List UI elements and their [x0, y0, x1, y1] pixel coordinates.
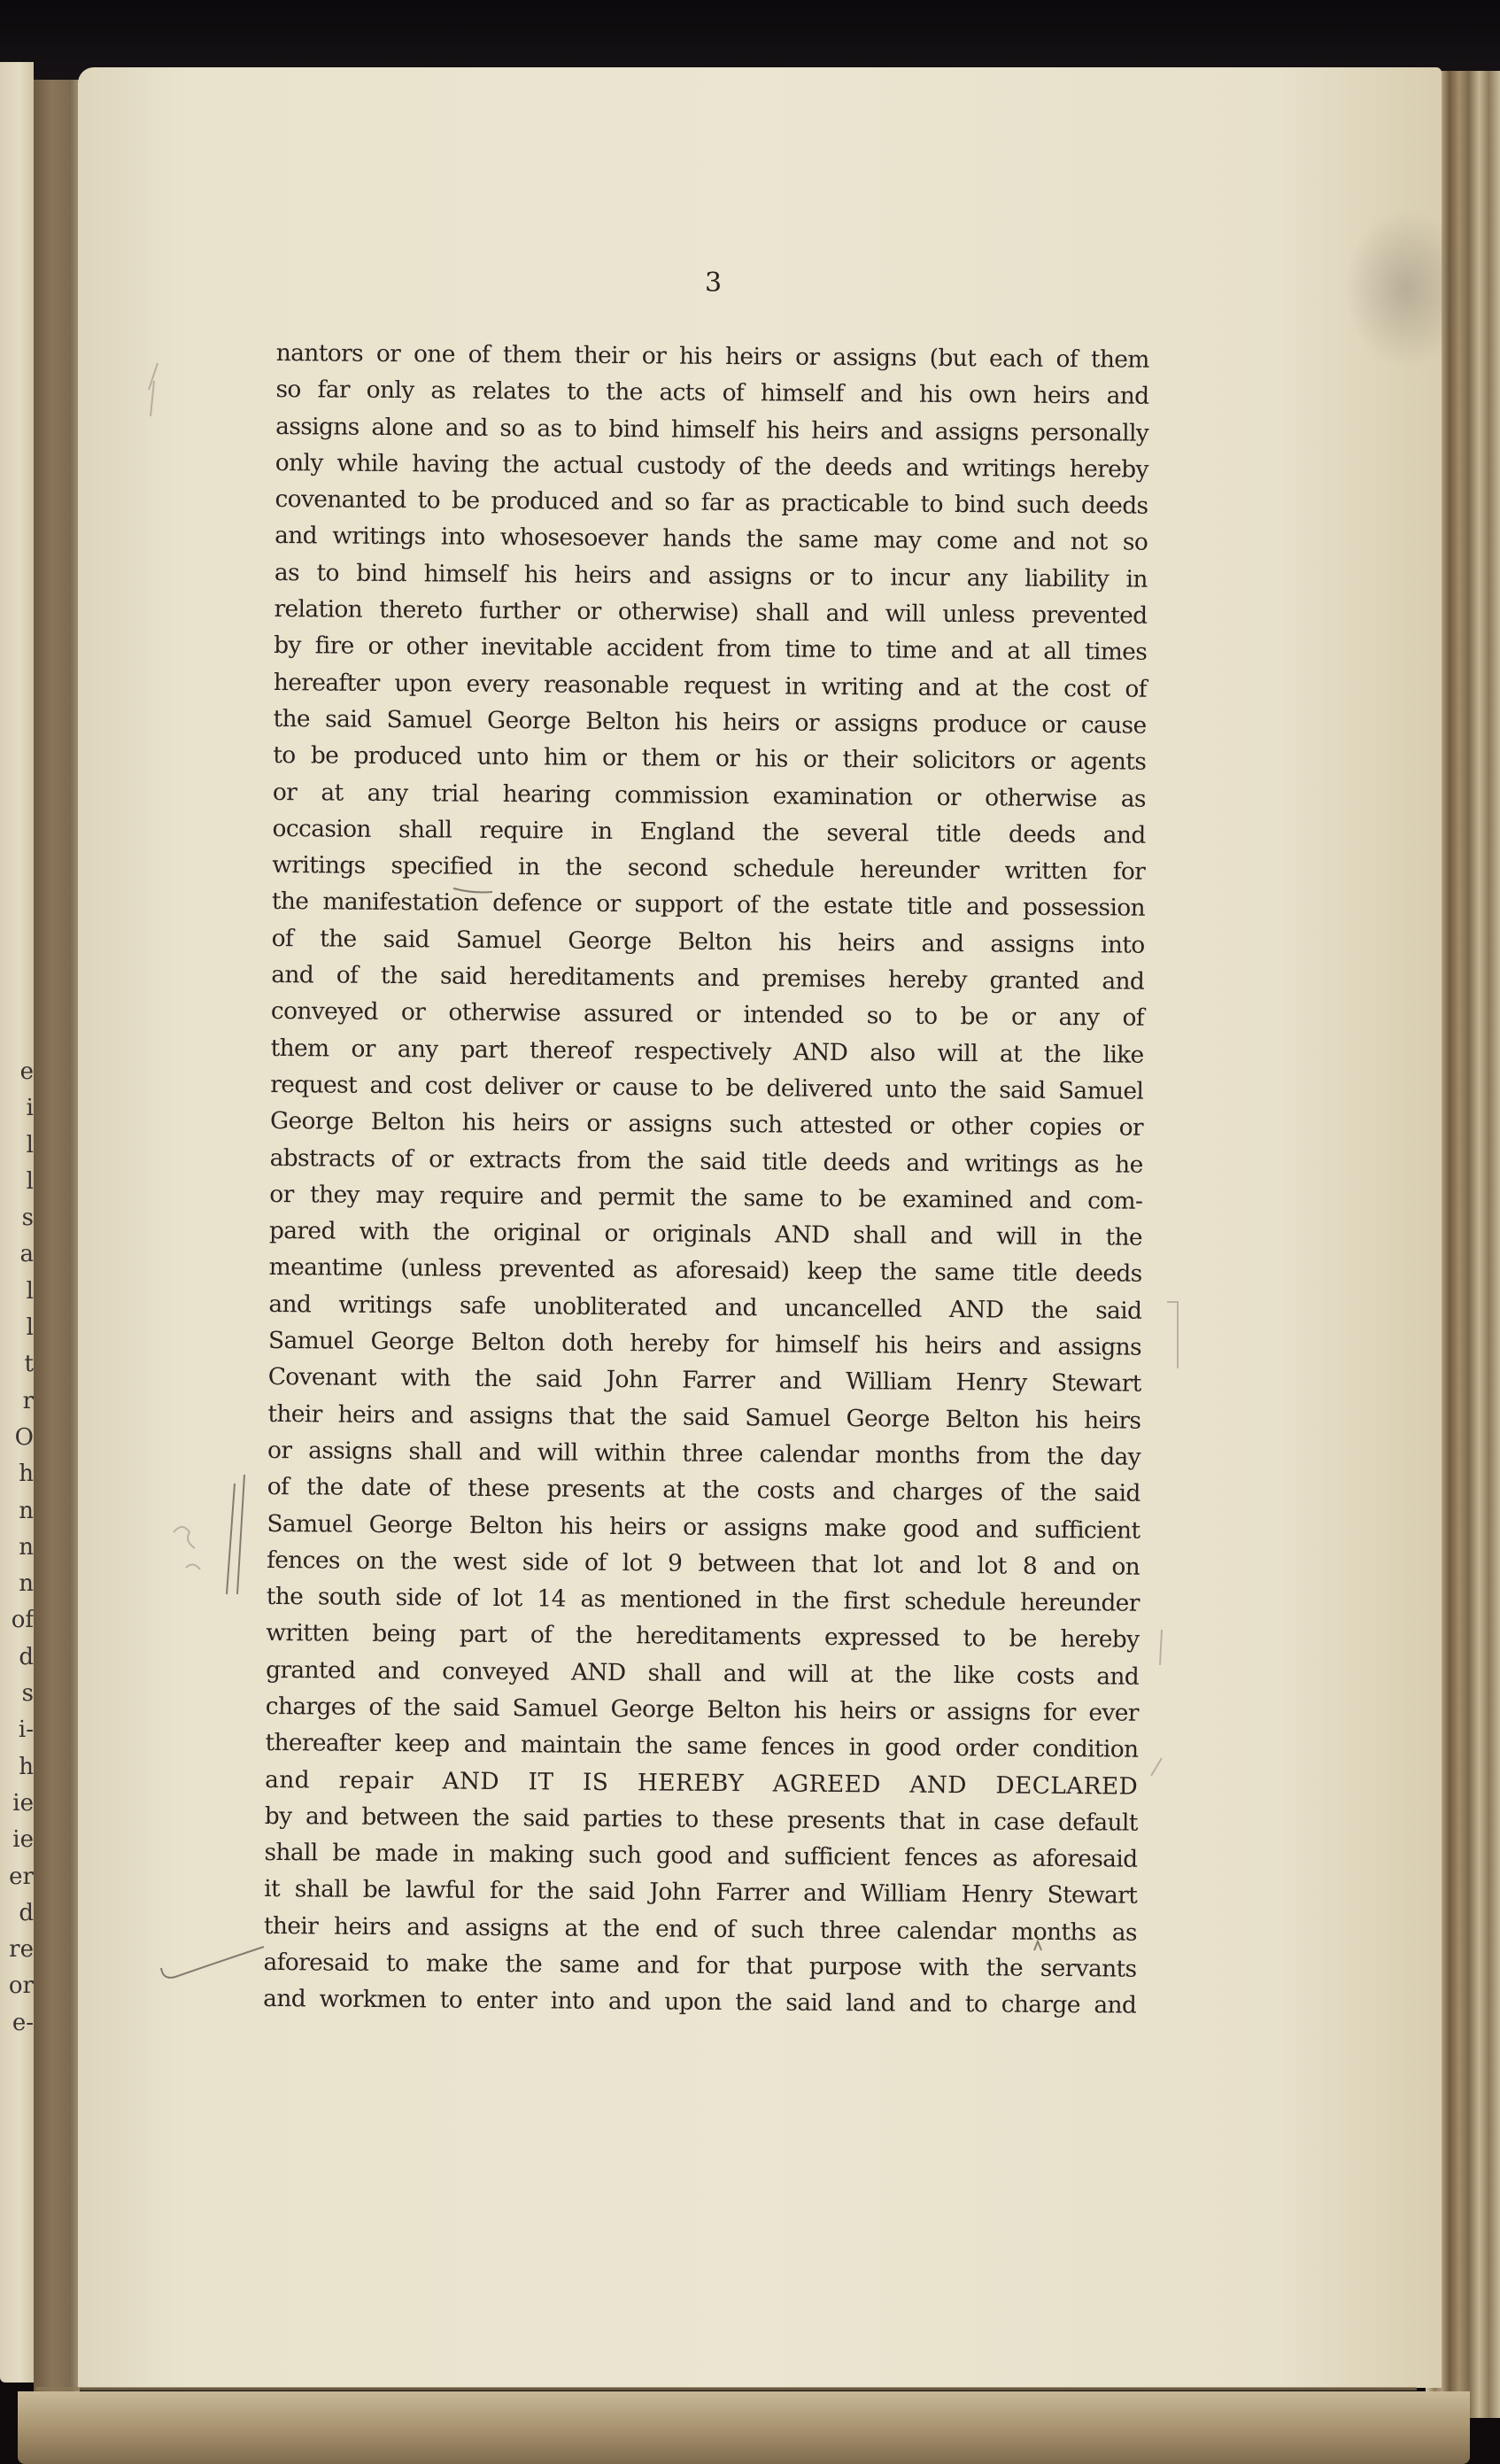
text-line: meantime (unless prevented as aforesaid) keep the same title deeds — [268, 1253, 1142, 1289]
text-line: George Belton his heirs or assigns such attested or other copies or — [269, 1107, 1144, 1142]
text-line: shall be made in making such good and sufficient fences as aforesaid — [264, 1839, 1138, 1873]
text-line: to be produced unto him or them or his or their solicitors or agents — [273, 741, 1147, 776]
text-line: Covenant with the said John Farrer and William Henry Stewart — [267, 1363, 1141, 1399]
text-line: and workmen to enter into and upon the said land and to charge and — [263, 1985, 1137, 2020]
text-line: conveyed or otherwise assured or intended so to be or any of — [270, 997, 1145, 1033]
facing-page-fragment: n — [19, 1497, 34, 1524]
text-line: or assigns shall and will within three calendar months from the day — [267, 1436, 1141, 1471]
text-line: Samuel George Belton his heirs or assigns make good and sufficient — [267, 1509, 1140, 1545]
text-line: hereafter upon every reasonable request in writing and at the cost of — [273, 668, 1148, 703]
text-line: or they may require and permit the same to be examined and com- — [269, 1180, 1143, 1215]
text-line: it shall be lawful for the said John Farrer and William Henry Stewart — [264, 1875, 1138, 1910]
facing-page-fragment: l — [26, 1277, 34, 1305]
facing-page-fragment: s — [21, 1680, 34, 1708]
facing-page-fragment: d — [19, 1643, 34, 1670]
facing-page-fragment: l — [26, 1131, 34, 1158]
text-line: thereafter keep and maintain the same fences in good order condition — [265, 1729, 1139, 1763]
text-line: and writings into whosesoever hands the same may come and not so — [274, 522, 1148, 557]
facing-page-fragment: ie — [12, 1789, 34, 1817]
text-line: aforesaid to make the same and for that purpose with the servants — [263, 1949, 1137, 1983]
text-line: or at any trial hearing commission examination or otherwise as — [272, 778, 1147, 813]
facing-page-fragment: er — [9, 1863, 34, 1890]
page-number: 3 — [705, 267, 723, 298]
text-line: request and cost deliver or cause to be delivered unto the said Samuel — [270, 1070, 1144, 1105]
facing-page-fragment: e — [19, 1058, 34, 1085]
facing-page-fragment: i- — [18, 1716, 34, 1744]
text-line: of the date of these presents at the costs and charges of the said — [267, 1473, 1140, 1507]
facing-page-fragment: t — [24, 1351, 34, 1378]
text-line: Samuel George Belton doth hereby for himself his heirs and assigns — [267, 1326, 1142, 1361]
text-line: by fire or other inevitable accident from time to time and at all times — [274, 631, 1148, 667]
text-line: so far only as relates to the acts of himself and his own heirs and — [275, 376, 1149, 411]
text-line: assigns alone and so as to bind himself his heirs and assigns personally — [275, 412, 1149, 447]
facing-page-fragment: i — [26, 1095, 34, 1122]
facing-page-fragment: n — [19, 1570, 34, 1598]
facing-page-fragment: ie — [12, 1826, 34, 1854]
facing-page-fragment: of — [11, 1607, 34, 1634]
text-line: relation thereto further or otherwise) shall and will unless prevented — [274, 595, 1148, 630]
facing-page-fragment: s — [21, 1205, 34, 1232]
facing-page-fragment: O — [14, 1423, 34, 1451]
text-line: their heirs and assigns that the said Samuel George Belton his heirs — [267, 1399, 1141, 1435]
facing-page-fragment: h — [19, 1461, 34, 1488]
text-line: them or any part thereof respectively AND also will at the like — [270, 1034, 1144, 1069]
text-line: by and between the said parties to these presents that in case default — [264, 1802, 1138, 1837]
facing-page-fragment: n — [19, 1533, 34, 1561]
text-line: covenanted to be produced and so far as practicable to bind such deeds — [274, 485, 1148, 520]
text-line: the manifestation defence or support of the estate title and possession — [271, 887, 1146, 923]
facing-page-fragment: l — [26, 1314, 34, 1342]
text-line: charges of the said Samuel George Belton his heirs or assigns for ever — [265, 1692, 1139, 1727]
text-line: their heirs and assigns at the end of such three calendar months as — [263, 1911, 1137, 1947]
book-gutter — [34, 80, 80, 2391]
facing-page-fragment: a — [19, 1241, 34, 1268]
text-line: abstracts of or extracts from the said title deeds and writings as he — [269, 1143, 1143, 1179]
page-fold-line — [35, 2387, 1417, 2390]
facing-page-fragments — [2, 1054, 34, 2042]
text-line: of the said Samuel George Belton his heirs and assigns into — [271, 924, 1145, 959]
text-line: and repair AND IT IS HEREBY AGREED AND DECLARED — [265, 1765, 1139, 1801]
page-bottom-edge — [18, 2391, 1470, 2464]
text-line: as to bind himself his heirs and assigns or to incur any liability in — [274, 558, 1148, 593]
facing-page-fragment: h — [19, 1753, 34, 1780]
facing-page-fragment: l — [26, 1167, 34, 1195]
smudge-mark — [1344, 209, 1468, 368]
text-line: and writings safe unobliterated and uncancelled AND the said — [268, 1290, 1142, 1325]
facing-page-fragment: r — [22, 1387, 34, 1414]
text-line: written being part of the hereditaments expressed to be hereby — [266, 1619, 1140, 1654]
text-line: only while having the actual custody of the deeds and writings hereby — [274, 448, 1148, 484]
facing-page-fragment: re — [9, 1936, 34, 1964]
text-line: the said Samuel George Belton his heirs or assigns produce or cause — [273, 704, 1147, 740]
text-line: fences on the west side of lot 9 between that lot and lot 8 and on — [267, 1546, 1140, 1581]
text-line: nantors or one of them their or his heirs or assigns (but each of them — [275, 338, 1149, 374]
facing-page-fragment: d — [19, 1899, 34, 1926]
facing-page-fragment: or — [8, 1972, 34, 2000]
text-line: occasion shall require in England the several title deeds and — [272, 814, 1146, 849]
document-body — [263, 335, 1149, 2024]
text-line: the south side of lot 14 as mentioned in the first schedule hereunder — [266, 1583, 1140, 1617]
text-line: writings specified in the second schedule hereunder written for — [272, 851, 1146, 886]
text-line: and of the said hereditaments and premises hereby granted and — [271, 961, 1145, 996]
facing-page-fragment: e- — [12, 2009, 34, 2036]
text-line: granted and conveyed AND shall and will at the like costs and — [266, 1655, 1140, 1691]
text-line: pared with the original or originals AND shall and will in the — [268, 1217, 1143, 1251]
